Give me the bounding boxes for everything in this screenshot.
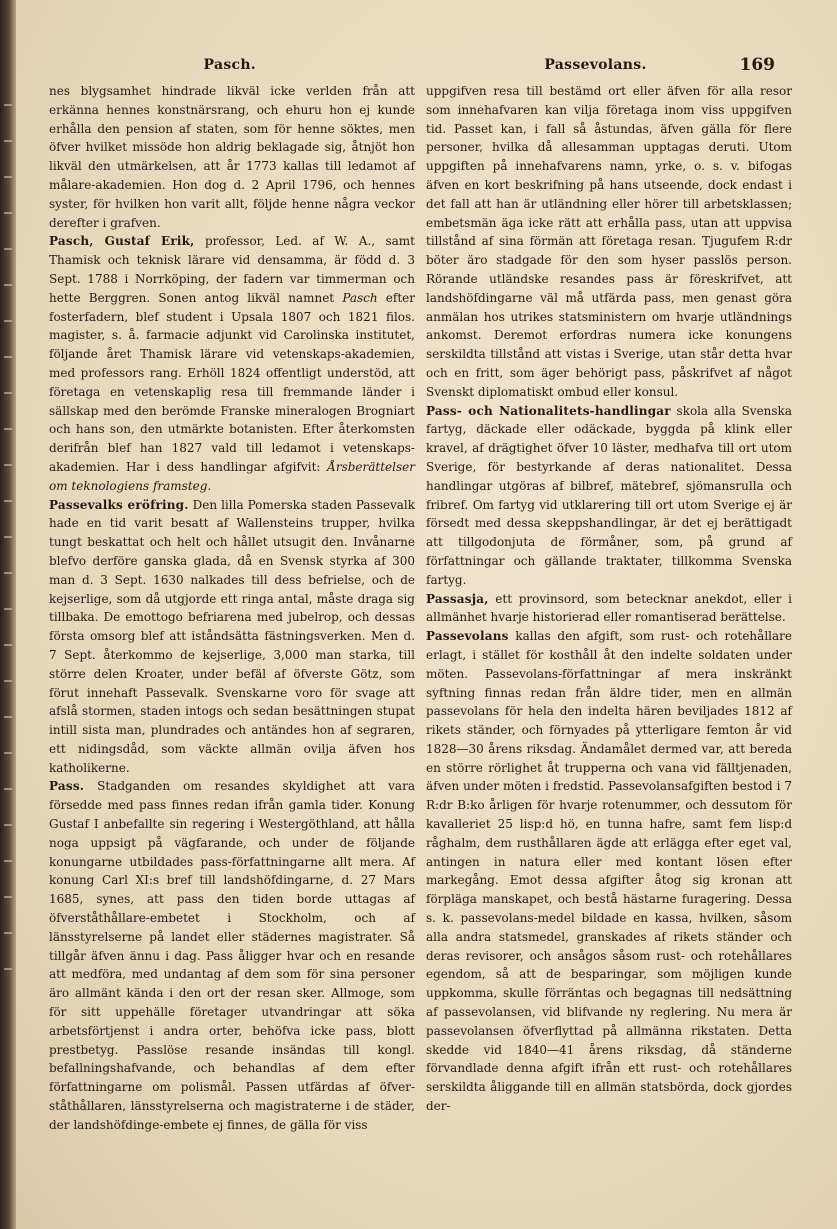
- entry-headword: Passevalks eröfring.: [49, 497, 189, 512]
- entry-italic-works: Årsberättelser om teknologiens framsteg.: [49, 459, 415, 493]
- entry-pasch: [49, 232, 415, 495]
- entry-text: kallas den afgift, som rust- och rotehållare erlagt, i stället för kosthåll åt den indelte soldaten under möten. Passevolans-författningar af mera inskränkt syftning finnas redan från äldre tider, men en allmän passevolans för hela den indelta hären beviljades 1812 af rikets ständer, och förnyades på ytterligare femton år vid 1828—30 årens riksdag. Ändamålet dermed var, att bereda en större rörlighet åt trupperna och vana vid fälltjenaden, äfven under möten i fredstid. Passevolansafgiften bestod i 7 R:dr B:ko årligen för hvarje rotenummer, och dessutom för kavalleriet 25 lisp:d hö, en tunna hafre, samt fem lisp:d råghalm, dem rusthållaren ägde att erlägga efter eget val, antingen in natura eller med kontant lösen efter markegång. Emot dessa afgifter åtog sig kronan att förpläga manskapet, och bestå hästarne furagering. Dessa s. k. passevolans-medel bildade en kassa, hvilken, såsom alla andra statsmedel, granskades af rikets ständer och deras revisorer, och ansågos såsom rust- och rotehållares egendom, så att de besparingar, som möjligen kunde uppkomma, skulle förräntas och begagnas till nedsättning af passevolansen, vid blifvande ny reglering. Nu mera är passevolansen öfverflyttad på allmänna rikstaten. Detta skedde vid 1840—41 årens riksdag, då ständerne förvandlade denna afgift ifrån ett rust- och rotehållares serskildta åliggande till en allmän statsbörda, dock gjordes der-: [426, 629, 792, 1114]
- entry-headword: Passevolans: [426, 629, 509, 644]
- book-gutter: [0, 0, 16, 1229]
- entry-headword: Passasja,: [426, 591, 489, 606]
- running-header: [48, 52, 775, 78]
- continuation-text: uppgifven resa till bestämd ort eller äfven för alla resor som innehafvaren kan vilja företaga inom viss uppgifven tid. Passet kan, i fall så åstundas, äfven gälla för flere personer, hvilka då allesamman upptagas deruti. Utom uppgiften på innehafvarens namn, yrke, o. s. v. bifogas äfven en kort beskrifning på hans utseende, dock endast i det fall att han är utländning eller hörer till arbetsklassen; embetsmän äga icke rätt att erhålla pass, utan att uppvisa tillstånd af sina förmän att företaga resan. Tjugufem R:dr böter äro stadgade för den som hyser passlös person. Rörande utländske resandes pass är föreskrifvet, att landshöfdingarne väl må utfärda pass, men genast göra anmälan hos utrikes statsministern om hvarje utländnings ankomst. Deremot erfordras numera icke konungens serskildta tillstånd att vistas i Sverige, utan står detta hvar och en fritt, som äger behörigt pass, påskrifvet af något Svenskt diplomatiskt ombud eller konsul.: [426, 84, 792, 399]
- entry-passevalks: [49, 496, 415, 778]
- text-columns: [49, 82, 792, 1192]
- entry-headword: Pass.: [49, 779, 85, 794]
- entry-pass-continuation: [426, 82, 792, 402]
- header-left-title: Pasch.: [203, 57, 256, 73]
- entry-headword: Pasch, Gustaf Erik,: [49, 234, 195, 249]
- entry-text: professor, Led. af W. A., samt Thamisk och teknisk lärare vid densamma, är född d. 3 Sept. 1788 i Norrköping, der fadern var timmerman och hette Berggren. Sonen antog likväl namnet: [49, 234, 415, 305]
- entry-italic-name: Pasch: [342, 290, 378, 305]
- left-column: [49, 82, 415, 1192]
- header-right-title: Passevolans.: [544, 57, 647, 73]
- right-column: [426, 82, 792, 1192]
- book-page: [16, 0, 837, 1229]
- header-right-group: [412, 55, 776, 75]
- entry-pass-nationalitets: [426, 402, 792, 590]
- entry-continuation: [49, 82, 415, 232]
- entry-passasja: [426, 590, 792, 628]
- entry-text: Den lilla Pomerska staden Passevalk hade en tid varit besatt af Wallensteins trupper, hvilka tungt beskattat och helt och hållet utsugit den. Invånarne blefvo derföre ganska glada, då en Svensk styrka af 300 man d. 3 Sept. 1630 nalkades till dess befrielse, och de kejserlige, som då utgjorde ett ringa antal, måste draga sig tillbaka. De emottogo befriarena med jubelrop, och dessas första omsorg blef att iståndsätta fästningsverken. Men d. 7 Sept. återkommo de kejserlige, 3,000 man starka, till större delen Kroater, under befäl af öfverste Götz, som förut innehaft Passevalk. Svenskarne voro för svage att afslå stormen, staden intogs och sedan besättningen stupat intill sista man, plundrades och antändes hon af segraren, ett nidingsdåd, som väckte allmän ovilja äfven hos katholikerne.: [49, 497, 415, 775]
- entry-text: Stadganden om resandes skyldighet att vara försedde med pass finnes redan ifrån gamla tider. Konung Gustaf I anbefallte sin regering i Westergöthland, att hålla noga uppsigt på vägfarande, och under de följande konungarne utbildades pass-författningarne allt mera. Af konung Carl XI:s bref till landshöfdingarne, d. 27 Mars 1685, synes, att pass den tiden borde uttagas af öfverståthållare-embetet i Stockholm, och af länsstyrelserne på landet eller städernes magistrater. Så tillgår äfven ännu i dag. Pass åligger hvar och en resande att medföra, med undantag af dem som för sina personer äro allmänt kända i den ort der resan sker. Allmoge, som för sitt uppehälle företager utvandringar att söka arbetsförtjenst i andra orter, behöfva icke pass, blott prestbetyg. Passlöse resande insändas till kongl. befallningshafvande, och behandlas af dem efter författningarne om polismål. Passen utfärdas af öfver-ståthållaren, länsstyrelserna och magistraterne i de städer, der landshöfdinge-embete ej finnes, de gälla för viss: [49, 779, 415, 1132]
- entry-headword: Pass- och Nationalitets-handlingar: [426, 403, 671, 418]
- entry-text: skola alla Svenska fartyg, däckade eller odäckade, byggda på klink eller kravel, af drägtighet öfver 10 läster, medhafva till ort utom Sverige, för bestyrkande af deras nationalitet. Dessa handlingar utgöras af bilbref, mätebref, sjömansrulla och fribref. Om fartyg vid utklarering till ort utom Sverige ej är försedt med dessa skeppshandlingar, är det ej berättigadt att tillgodonjuta de förmåner, som, på grund af författningar och gällande traktater, tillkomma Svenska fartyg.: [426, 403, 792, 587]
- page-number: 169: [739, 55, 775, 75]
- binding-edge: [4, 70, 12, 970]
- entry-text: ett provinsord, som betecknar anekdot, eller i allmänhet hvarje historierad eller romantiserad berättelse.: [426, 591, 792, 625]
- entry-pass: [49, 777, 415, 1134]
- entry-text: efter fosterfadern, blef student i Upsala 1807 och 1821 filos. magister, s. å. farmacie adjunkt vid Carolinska institutet, följande året Thamisk lärare vid vetenskaps-akademien, med professors rang. Erhöll 1824 offentligt understöd, att företaga en vetenskaplig resa till fremmande länder i sällskap med den berömde Franske mineralogen Brogniart och hans son, den utmärkte botanisten. Efter återkomsten derifrån blef han 1827 vald till ledamot i vetenskaps-akademien. Har i dess handlingar afgifvit:: [49, 290, 415, 474]
- entry-passevolans: [426, 627, 792, 1116]
- continuation-text: nes blygsamhet hindrade likväl icke verlden från att erkänna hennes konstnärsrang, och ehuru hon ej kunde erhålla den pension af staten, som för henne söktes, men öfver hvilket missöde hon aldrig beklagade sig, åtnjöt hon likväl den utmärkelsen, att år 1773 kallas till ledamot af målare-akademien. Hon dog d. 2 April 1796, och hennes syster, för hvilken hon varit allt, följde henne några veckor derefter i grafven.: [49, 84, 415, 230]
